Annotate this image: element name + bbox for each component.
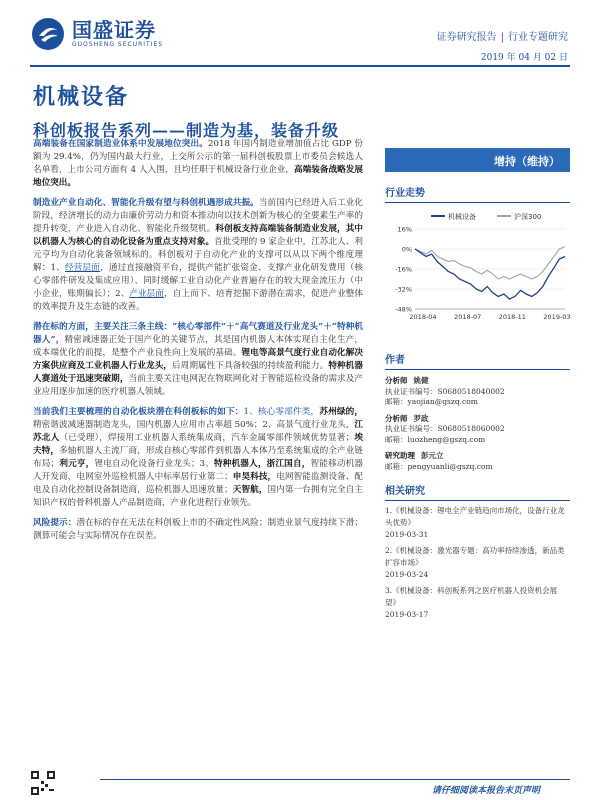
y-tick-label: 0% bbox=[401, 245, 412, 254]
author-name-row bbox=[385, 451, 570, 462]
related-report[interactable] bbox=[385, 545, 570, 581]
report-type-header: 证券研究报告 | 行业专题研究 bbox=[436, 32, 568, 43]
paragraph-body: 电网智能监测设备、配电及自动化控制设备制造商，巡检机器人迅速放量； bbox=[33, 472, 363, 495]
chart-series bbox=[415, 247, 565, 300]
x-tick-label: 2018-07 bbox=[454, 313, 482, 321]
report-date: 2019 年 04 月 02 日 bbox=[480, 53, 568, 63]
paragraph-emphasis: 锂电等高景气度行业自动化解决方案供应商及工业机器人行业龙头， bbox=[33, 348, 363, 371]
sidebar bbox=[385, 148, 570, 621]
paragraph-emphasis: 高端装备战略发展地位突出。 bbox=[33, 165, 363, 188]
related-report-title: 3.《机械设备：科创板系列之医疗机器人投资机会展望》 bbox=[385, 586, 558, 607]
y-tick-label: -32% bbox=[395, 285, 412, 294]
author-email: 邮箱：pengyuanli@gszq.com bbox=[385, 461, 493, 471]
paragraph-body: 当前主要关注电网泥在物联网化对于智能巡检设备的需求及产业应用逐步加速的医疗机器人领域。 bbox=[33, 374, 363, 397]
author-role: 分析师 bbox=[385, 413, 408, 423]
legend-label: 沪深300 bbox=[514, 213, 542, 221]
related-report-title: 2.《机械设备：激光器专题：高功率持续渗透，新品类扩容市场》 bbox=[385, 546, 565, 567]
paragraph-emphasis: 江苏北人 bbox=[33, 420, 363, 443]
author-role: 研究助理 bbox=[385, 451, 415, 460]
report-title: 科创板报告系列——制造为基，装备升级 bbox=[33, 121, 340, 140]
related-report[interactable] bbox=[385, 505, 570, 541]
paragraph-body: ，通过直接融资平台，提供产能扩张资金、支撑产业化研发费用（核心零部件研发及集成应用）、同时缓解工业自动化产业普遍存在的较大现金流压力（中小企业，账期偏长）；2、 bbox=[33, 263, 363, 299]
y-tick-label: -16% bbox=[395, 265, 412, 274]
author-name-row bbox=[385, 414, 570, 425]
paragraph-body: 多轴机器人主流厂商，形成自核心零部件到机器人本体乃至系统集成的全产业链布局； bbox=[33, 446, 363, 469]
related-report-date: 2019-03-31 bbox=[385, 530, 429, 539]
paragraph-lead: 高端装备在国家制造业体系中发展地位突出。 bbox=[33, 139, 209, 149]
x-axis bbox=[409, 313, 570, 321]
paragraph-lead: 制造业产业自动化、智能化升级有望与科创机遇形成共振。 bbox=[33, 198, 259, 208]
report-summary bbox=[33, 138, 363, 550]
x-tick-label: 2018-04 bbox=[409, 313, 437, 321]
paragraph-emphasis: 申昊科技， bbox=[232, 472, 277, 482]
trend-chart-svg bbox=[385, 209, 570, 329]
y-tick-label: 16% bbox=[397, 225, 412, 234]
paragraph-body: 2018 年国内制造业增加值占比 GDP 份额为 29.4%，仍为国内最大行业，上交所公示的第一届科创板股票上市委员会候选人名单看，上市公司方面有 4 人入围，且均任职于机械设备行业企业， bbox=[33, 139, 363, 175]
y-tick-label: -48% bbox=[395, 305, 412, 314]
header-divider bbox=[30, 65, 570, 67]
logo-english-name: GUOSHENG SECURITIES bbox=[72, 41, 164, 48]
paragraph-underline: 产业层面 bbox=[129, 289, 164, 299]
author-email: 邮箱：luozheng@gszq.com bbox=[385, 434, 486, 444]
authors-section bbox=[385, 351, 570, 472]
paragraph-body: 锂电自动化设备行业龙头；3、 bbox=[94, 459, 214, 469]
paragraph-emphasis: 埃夫特， bbox=[33, 433, 363, 456]
author-name: 罗政 bbox=[413, 413, 429, 423]
paragraph-emphasis: 特种机器人，浙江国自， bbox=[213, 459, 311, 469]
paragraph-body: 1、核心零部件类， bbox=[243, 407, 320, 417]
x-tick-label: 2019-03 bbox=[543, 313, 570, 321]
paragraph-lead: 当前我们主要梳理的自动化板块潜在科创板标的如下： bbox=[33, 407, 244, 417]
related-report-date: 2019-03-17 bbox=[385, 610, 429, 619]
paragraph-automation bbox=[33, 197, 363, 314]
logo-mark-icon bbox=[30, 16, 66, 52]
paragraph-risk bbox=[33, 517, 363, 543]
related-heading: 相关研究 bbox=[385, 482, 570, 501]
series-line-hs300 bbox=[415, 247, 565, 280]
trend-chart bbox=[385, 209, 570, 333]
footer-divider bbox=[100, 779, 570, 780]
related-report-date: 2019-03-24 bbox=[385, 570, 429, 579]
related-report-title: 1.《机械设备：锂电全产业链趋向市场化，设备行业龙头优势》 bbox=[385, 506, 565, 527]
author-cert: 执业证书编号：S0680518060002 bbox=[385, 424, 505, 433]
paragraph-candidates bbox=[33, 406, 363, 510]
logo-chinese-name: 国盛证券 bbox=[72, 18, 156, 42]
report-category: 行业专题研究 bbox=[508, 32, 568, 43]
paragraph-body: 精密减速器正处于国产化的关键节点，其是国内机器人本体实现自主化生产，成本端优化的前提，是整个产业良性向上发展的基础。 bbox=[33, 335, 363, 358]
authors-heading: 作者 bbox=[385, 351, 570, 370]
paragraph-lead: 风险提示： bbox=[33, 518, 77, 528]
paragraph-body: 精密谐波减速器制造龙头，国内机器人应用市占率超 50%；2、高景气度行业龙头， bbox=[33, 420, 355, 430]
paragraph-body: 国内第一台拥有完全自主知识产权的骨科机器人产品制造商，产业化进程行业领先。 bbox=[33, 485, 363, 508]
related-research-section bbox=[385, 482, 570, 621]
legend-label: 机械设备 bbox=[448, 213, 476, 221]
paragraph-emphasis: 天智航， bbox=[232, 485, 268, 495]
chart-legend bbox=[431, 212, 541, 221]
report-type: 证券研究报告 bbox=[436, 32, 497, 43]
footer-disclaimer: 请仔细阅读本报告末页声明 bbox=[431, 786, 540, 796]
y-axis bbox=[395, 226, 412, 314]
paragraph-targets bbox=[33, 321, 363, 399]
paragraph-lead: 潜在标的方面，主要关注三条主线：“核心零部件”＋“高气赛道及行业龙头”＋“特种机器人”， bbox=[33, 322, 363, 345]
chart-grid bbox=[415, 229, 565, 309]
author-email: 邮箱：yaojian@gszq.com bbox=[385, 397, 478, 406]
paragraph-body: ，自上而下、培育挖掘下游潜在需求，促进产业整体的效率提升及生态链的改善。 bbox=[33, 289, 363, 312]
rating-badge: 增持（维持） bbox=[385, 148, 570, 172]
trend-heading: 行业走势 bbox=[385, 184, 570, 203]
author-name: 姚健 bbox=[413, 376, 429, 385]
paragraph-position bbox=[33, 138, 363, 190]
industry-title: 机械设备 bbox=[33, 84, 130, 110]
company-logo bbox=[30, 16, 163, 52]
related-report[interactable] bbox=[385, 585, 570, 621]
paragraph-body: 潜在标的存在无法在科创板上市的不确定性风险；制造业景气度持续下滑；测算可能会与实际情况存在误差。 bbox=[33, 518, 363, 541]
paragraph-body: 智能移动机器人开发商，电网室外巡检机器人中标率居行业第二； bbox=[33, 459, 363, 482]
author-cert: 执业证书编号：S0680518040002 bbox=[385, 386, 505, 396]
paragraph-emphasis: 苏州绿的， bbox=[319, 407, 363, 417]
author-name-row bbox=[385, 376, 570, 387]
author-name: 彭元立 bbox=[421, 451, 444, 460]
paragraph-body: 当前国内已经进入后工业化阶段，经济增长的动力由廉价劳动力和资本推动向以技术创新为核心的全要素生产率的提升转变，产业进入自动化、智能化升级契机。 bbox=[33, 198, 363, 234]
paragraph-body: （已受理），焊接用工业机器人系统集成商，汽车金属零部件领域优势显著； bbox=[59, 433, 355, 443]
paragraph-emphasis: 科创板支持高端装备制造业发展，其中以机器人为核心的自动化设备为重点支持对象。 bbox=[33, 224, 363, 247]
paragraph-body: 首批受理的 9 家企业中，江苏北人、利元亨均为自动化装备领域标的。科创板对于自动化产业的支撑可以从以下两个维度理解：1、 bbox=[33, 237, 363, 273]
qr-code-icon bbox=[30, 770, 56, 796]
paragraph-emphasis: 利元亨， bbox=[59, 459, 95, 469]
paragraph-body: 后周期属性下具备较强的持续盈利能力。 bbox=[171, 361, 329, 371]
paragraph-emphasis: 特种机器人赛道处于迅速突破期， bbox=[33, 361, 363, 384]
paragraph-underline: 经营层面 bbox=[64, 263, 101, 273]
author-role: 分析师 bbox=[385, 376, 408, 385]
x-tick-label: 2018-11 bbox=[498, 313, 526, 321]
